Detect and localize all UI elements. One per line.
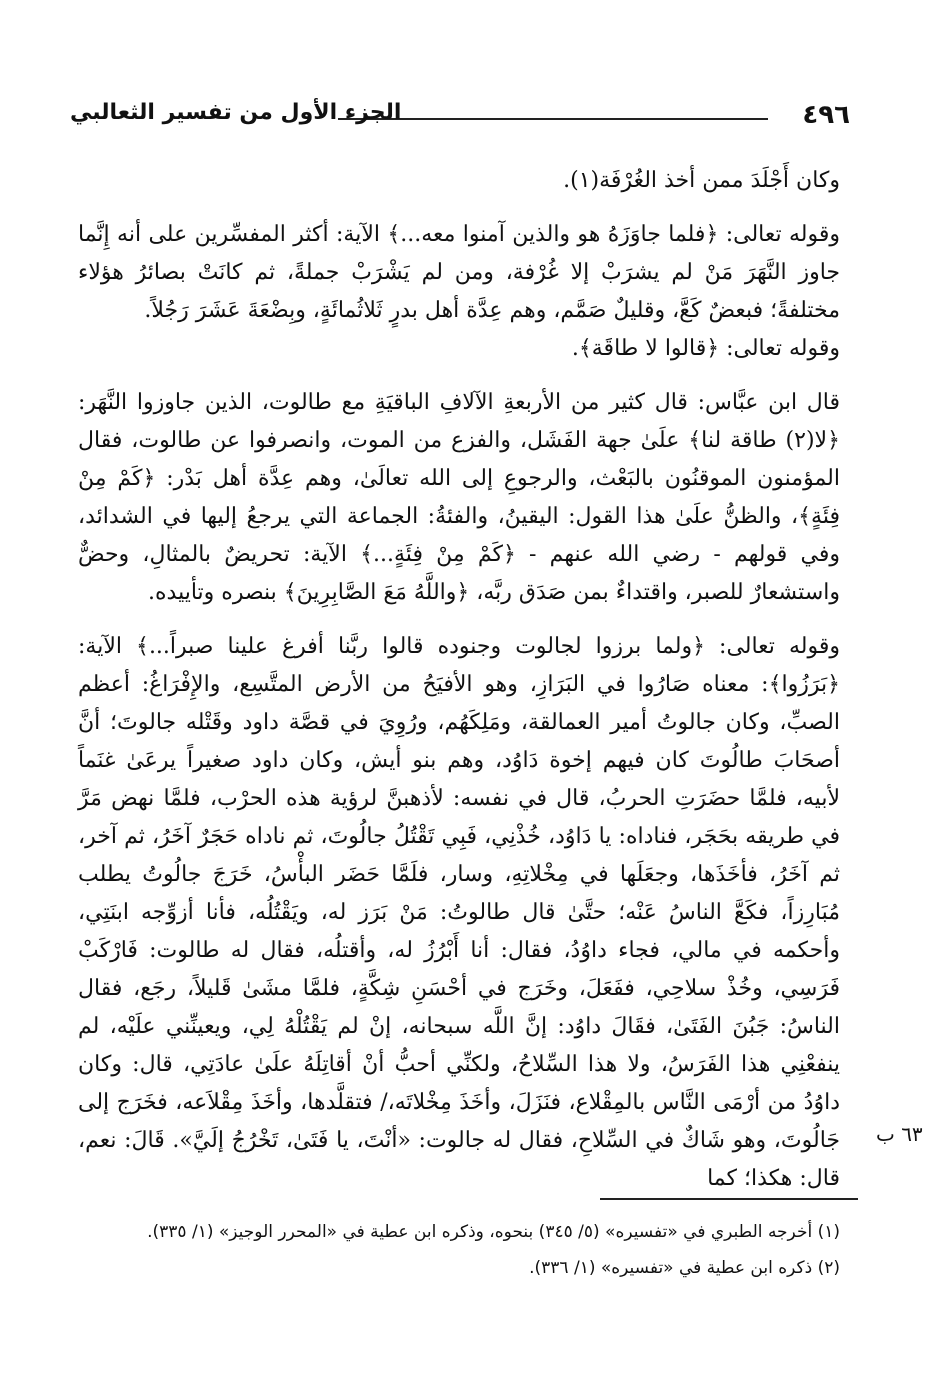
footnote-rule: [600, 1198, 858, 1200]
footnote: (٢) ذكره ابن عطية في «تفسيره» (١/ ٣٣٦).: [529, 1258, 840, 1278]
footnote: (١) أخرجه الطبري في «تفسيره» (٥/ ٣٤٥) بنحوه، وذكره ابن عطية في «المحرر الوجيز» (١/ ٣٣٥).: [147, 1222, 840, 1242]
manuscript-folio-note: ٦٣ ب: [876, 1122, 923, 1146]
running-header: [70, 100, 850, 140]
paragraph: وقوله تعالى: ﴿فلما جاوَزَهُ هو والذين آمنوا معه...﴾ الآية: أكثر المفسِّرين على أنه إِنَّما جاوز النَّهَرَ مَنْ لم يشرَبْ إلا غُرْفة، ومن لم يَشْرَبْ جملةً، ثم كانَتْ بصائرُ هؤلاء مختلفةً؛ فبعضٌ كَعَّ، وقليلٌ صَمَّم، وهم عِدَّة أهل بدرٍ ثَلاثُمائَةٍ، وبِضْعَةَ عَشَرَ رَجُلاً.: [78, 222, 840, 323]
paragraph: وقوله تعالى: ﴿قالوا لا طاقَة﴾.: [571, 336, 840, 361]
paragraph: وكان أَجْلَدَ ممن أخذ الغُرْفَة(١).: [563, 168, 840, 193]
header-rule: [338, 118, 768, 120]
paragraph: وقوله تعالى: ﴿ولما برزوا لجالوت وجنوده قالوا ربَّنا أفرغ علينا صبراً...﴾ الآية: ﴿بَرَزُوا﴾: معناه صَارُوا في البَرَازِ، وهو الأفيَحُ من الأرض المتَّسِع، والإِفْرَاغُ: أعظم الصبِّ، وكان جالوتُ أمير العمالقة، ومَلِكَهُم، ورُوِيَ في قصَّة داود وقَتْله جالوتَ؛ أنَّ أصحَابَ طالُوتَ كان فيهم إخوة دَاوُد، وهم بنو أيش، وكان داود صغيراً يرعَىٰ غنَماً لأبيه، فلمَّا حضَرَتِ الحربُ، قال في نفسه: لأذهبنَّ لرؤية هذه الحرْب، فلمَّا نهض مَرَّ في طريقه بحَجَر، فناداه: يا دَاوُد، خُذْنِي، فَبِي تَقْتُلُ جالُوتَ، ثم ناداه حَجَرٌ آخَرُ، ثم آخر، ثم آخَرُ، فأخَذَها، وجعَلَها في مِخْلاتِهِ، وسار، فلَمَّا حَضَر البأْسُ، خَرَجَ جالُوتُ يطلب مُبَارِزاً، فكَعَّ الناسُ عَنْه؛ حتَّىٰ قال طالوتُ: مَنْ بَرَز له، ويَقْتُلُه، فأنا أزوِّجه ابنَتِي، وأحكمه في مالي، فجاء داوُدُ، فقال: أنا أَبْرُزُ له، وأقتلُه، فقال له طالوت: فَارْكَبْ فَرَسِي، وخُذْ سلاحِي، ففَعَلَ، وخَرَج في أحْسَنِ شِكَّةٍ، فلمَّا مشَىٰ قَليلاً، رجَع، فقال الناسُ: جَبُنَ الفَتَىٰ، فقَالَ داوُد: إنَّ اللَّه سبحانه، إنْ لم يَقْتُلْهُ لِي، ويعينِّني علَيْه، لم ينفعْنِي هذا الفَرَسُ، ولا هذا السِّلاحُ، ولكنِّي أحبُّ أنْ أقاتِلَهُ علَىٰ عادَتِي، قال: وكان داوُدُ من أرْمَى النَّاس بالمِقْلاع، فنَزَلَ، وأخَذَ مِخْلاتَه،/ فتقلَّدها، وأخَذَ مِقْلاَعه، فخَرَج إلى جَالُوتَ، وهو شَاكٌ في السِّلاحِ، فقال له جالوت: «أنْتَ، يا فَتَىٰ، تَخْرُجُ إلَيَّ». قَالَ: نعم، قال: هكذا؛ كما: [78, 634, 841, 1191]
book-title: الجزء الأول من تفسير الثعالبي: [70, 100, 402, 125]
paragraph: قال ابن عبَّاس: قال كثير من الأربعةِ الآلافِ الباقيَةِ مع طالوت، الذين جاوزوا النَّهَر: ﴿لا(٢) طاقة لنا﴾ علَىٰ جهة الفَشَل، والفزع من الموت، وانصرفوا عن طالوت، فقال المؤمنون الموقنُون بالبَعْث، والرجوعِ إلى الله تعالَىٰ، وهم عِدَّة أهل بَدْر: ﴿كَمْ مِنْ فِئَةٍ﴾، والظنُّ علَىٰ هذا القول: اليقينُ، والفئةُ: الجماعة التي يرجعُ إليها في الشدائد، وفي قولهم - رضي الله عنهم - ﴿كَمْ مِنْ فِئَةٍ...﴾ الآية: تحريضٌ بالمثالِ، وحضٌّ واستشعارٌ للصبر، واقتداءٌ بمن صَدَق ربَّه، ﴿واللَّهُ مَعَ الصَّابِرِينَ﴾ بنصره وتأييده.: [78, 390, 840, 605]
footnotes: [100, 1214, 840, 1286]
page-number: ٤٩٦: [802, 100, 850, 130]
main-text: [78, 162, 840, 1198]
